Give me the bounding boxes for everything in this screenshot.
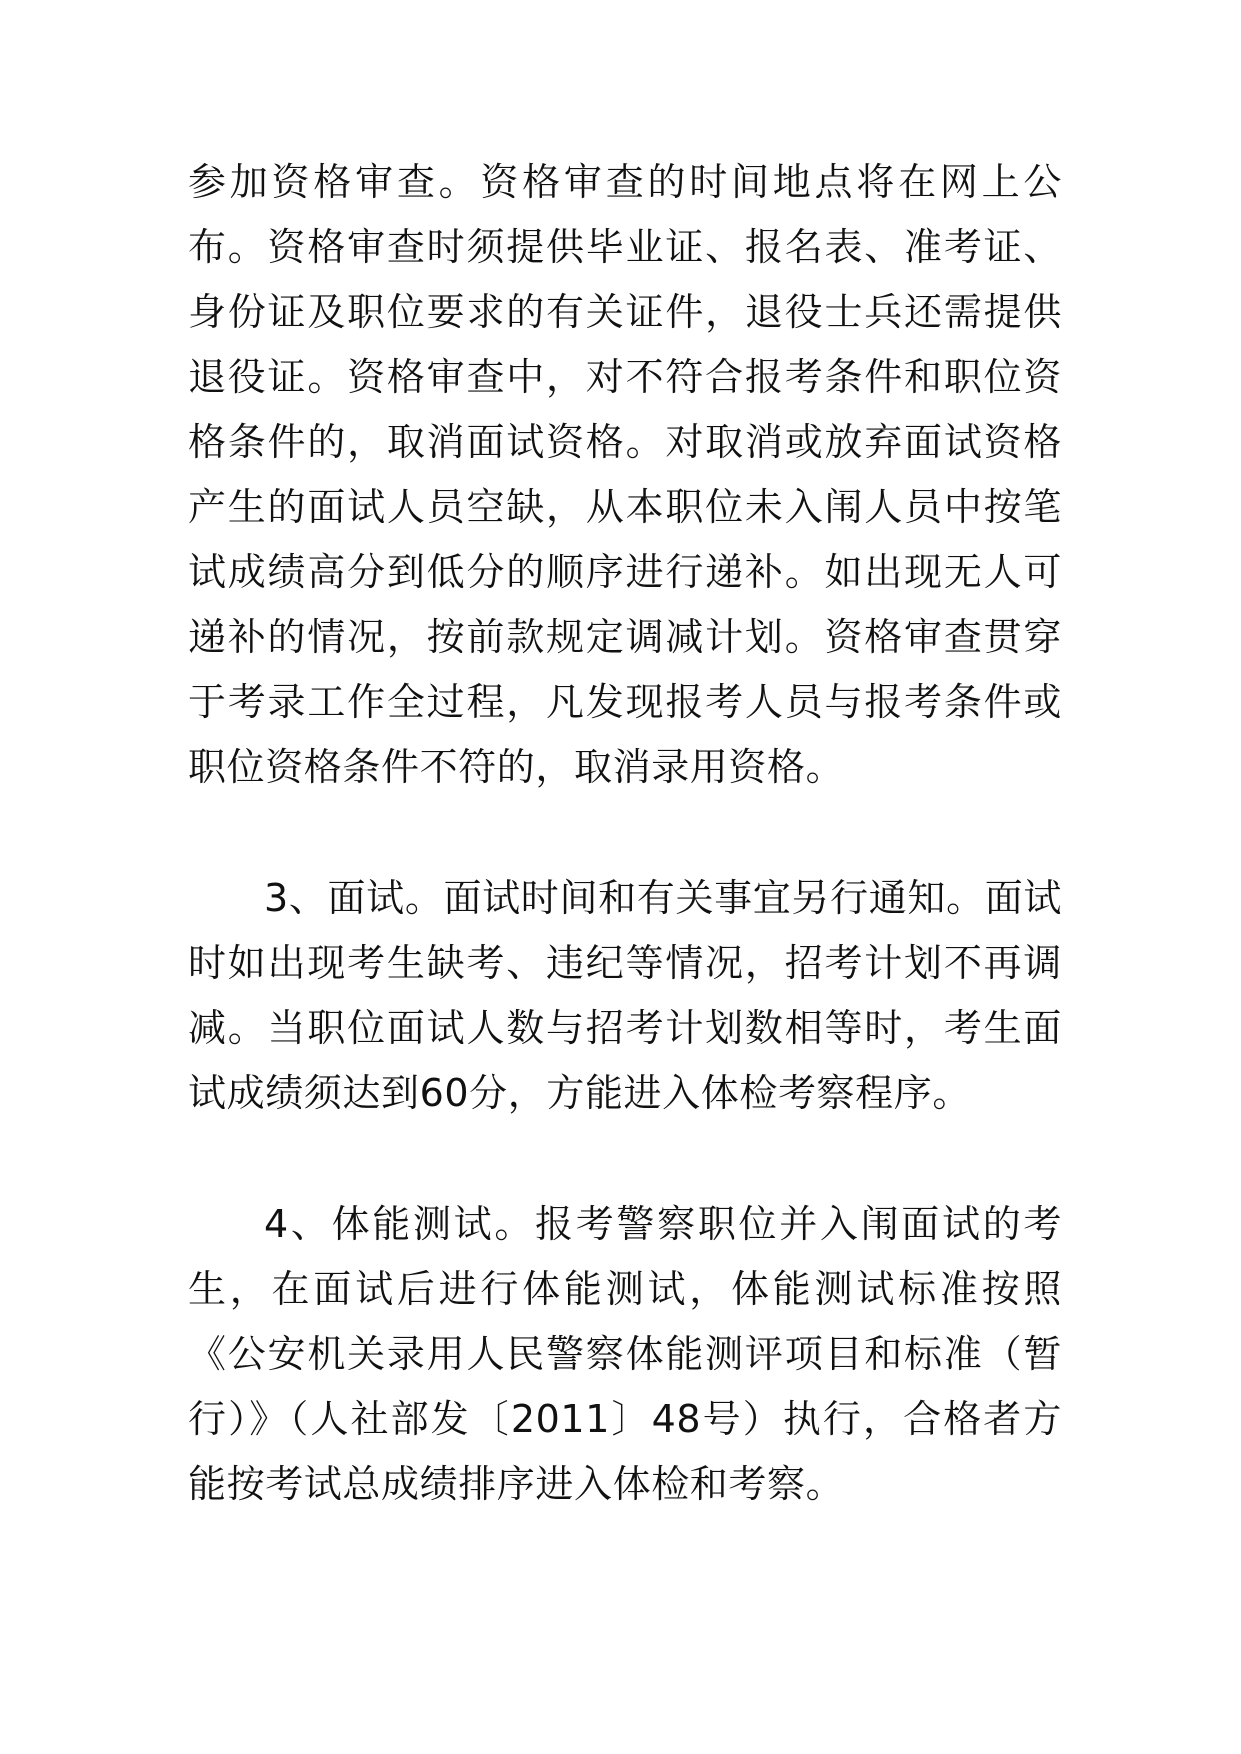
- paragraph-interview: 3、面试。面试时间和有关事宜另行通知。面试时如出现考生缺考、违纪等情况，招考计划不再调减。当职位面试人数与招考计划数相等时，考生面试成绩须达到60分，方能进入体检考察程序。: [188, 876, 1062, 1115]
- paragraph-physical-test: 4、体能测试。报考警察职位并入闱面试的考生，在面试后进行体能测试，体能测试标准按照《公安机关录用人民警察体能测评项目和标准（暂行）》（人社部发〔2011〕48号）执行，合格者方能按考试总成绩排序进入体检和考察。: [188, 1202, 1062, 1506]
- paragraph-qualification-review: 参加资格审查。资格审查的时间地点将在网上公布。资格审查时须提供毕业证、报名表、准考证、身份证及职位要求的有关证件，退役士兵还需提供退役证。资格审查中，对不符合报考条件和职位资格条件的，取消面试资格。对取消或放弃面试资格产生的面试人员空缺，从本职位未入闱人员中按笔试成绩高分到低分的顺序进行递补。如出现无人可递补的情况，按前款规定调减计划。资格审查贯穿于考录工作全过程，凡发现报考人员与报考条件或职位资格条件不符的，取消录用资格。: [188, 160, 1062, 789]
- document-page: [188, 150, 1062, 1517]
